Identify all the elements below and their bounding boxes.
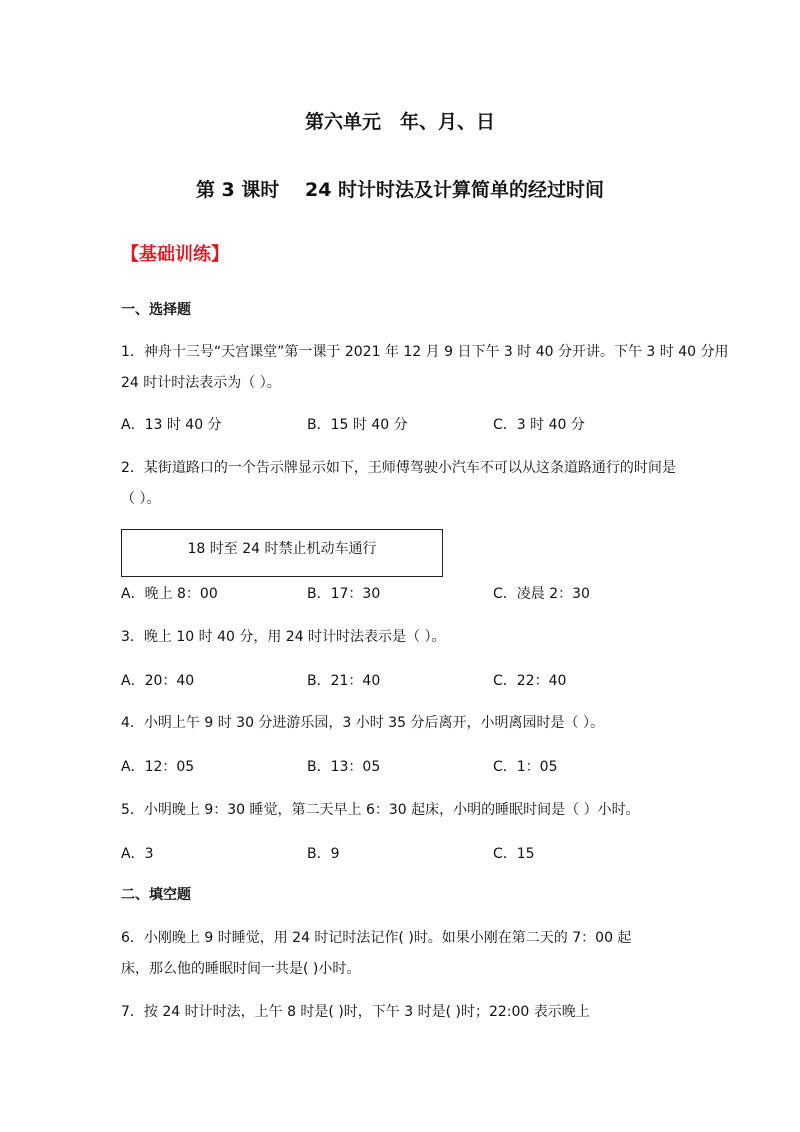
q1-option-b: B．15 时 40 分 xyxy=(307,417,408,433)
notice-board xyxy=(121,529,443,577)
q1-option-a: A．13 时 40 分 xyxy=(121,417,222,433)
q4-option-c: C．1：05 xyxy=(493,759,558,775)
q2-option-c: C．凌晨 2：30 xyxy=(493,586,590,602)
q5-option-c: C．15 xyxy=(493,846,535,862)
q1-option-c: C．3 时 40 分 xyxy=(493,417,585,433)
q2-line1: 2．某街道路口的一个告示牌显示如下，王师傅驾驶小汽车不可以从这条道路通行的时间是 xyxy=(121,460,676,476)
q4-option-b: B．13：05 xyxy=(307,759,381,775)
q3-option-c: C．22：40 xyxy=(493,673,567,689)
q4-line1: 4．小明上午 9 时 30 分进游乐园，3 小时 35 分后离开，小明离园时是（ ）。 xyxy=(121,715,604,731)
section-label: 【基础训练】 xyxy=(121,244,229,265)
q2-option-a: A．晚上 8：00 xyxy=(121,586,218,602)
part1-heading: 一、选择题 xyxy=(121,302,191,318)
q7-line1: 7．按 24 时计时法，上午 8 时是( )时，下午 3 时是( )时；22:00 表示晚上 xyxy=(121,1004,590,1020)
q2-option-b: B．17：30 xyxy=(307,586,381,602)
q4-option-a: A．12：05 xyxy=(121,759,195,775)
q6-line1: 6．小刚晚上 9 时睡觉，用 24 时记时法记作( )时。如果小刚在第二天的 7：00 起 xyxy=(121,930,632,946)
q1-line1: 1．神舟十三号“天宫课堂”第一课于 2021 年 12 月 9 日下午 3 时 40 分开讲。下午 3 时 40 分用 xyxy=(121,344,729,360)
q5-line1: 5．小明晚上 9：30 睡觉，第二天早上 6：30 起床，小明的睡眠时间是（ ）小时。 xyxy=(121,802,640,818)
q1-line2: 24 时计时法表示为（ ）。 xyxy=(121,375,281,391)
q5-option-b: B．9 xyxy=(307,846,340,862)
part2-heading: 二、填空题 xyxy=(121,887,191,903)
lesson-title: 第 3 课时 24 时计时法及计算简单的经过时间 xyxy=(195,179,605,201)
q3-option-a: A．20：40 xyxy=(121,673,195,689)
q6-line2: 床，那么他的睡眠时间一共是( )小时。 xyxy=(121,961,361,977)
q3-option-b: B．21：40 xyxy=(307,673,381,689)
q5-option-a: A．3 xyxy=(121,846,154,862)
unit-title: 第六单元 年、月、日 xyxy=(304,111,495,133)
q2-line2: （ ）。 xyxy=(121,491,161,507)
q3-line1: 3．晚上 10 时 40 分，用 24 时计时法表示是（ ）。 xyxy=(121,629,446,645)
notice-text: 18 时至 24 时禁止机动车通行 xyxy=(187,541,377,557)
